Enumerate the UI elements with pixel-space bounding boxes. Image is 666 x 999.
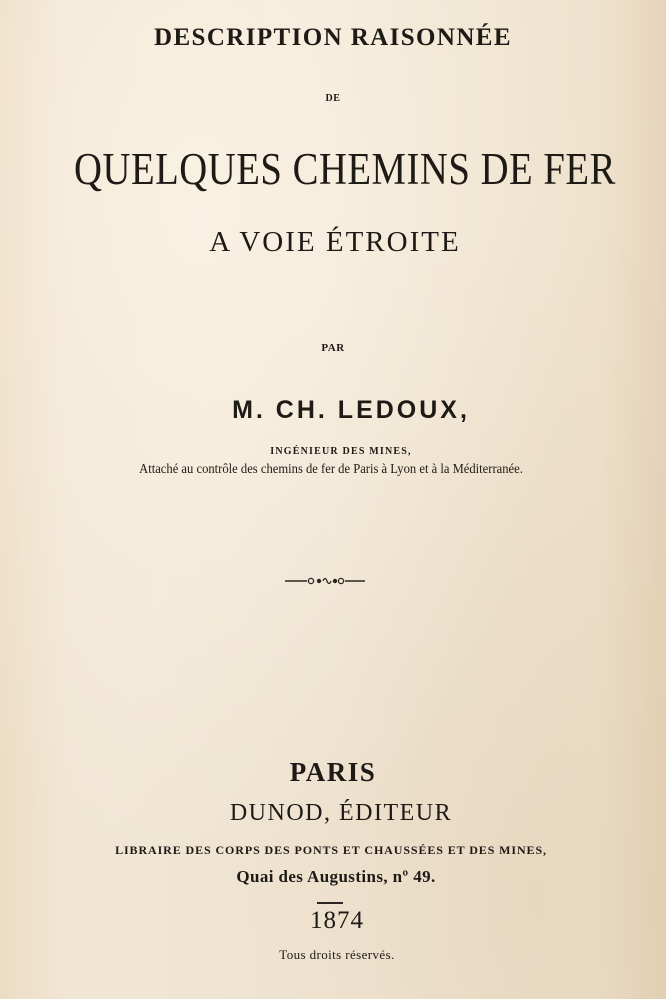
author-position: Attaché au contrôle des chemins de fer de Paris à Lyon et à la Méditerranée. [139, 462, 523, 477]
book-subtitle: A VOIE ÉTROITE [209, 226, 461, 258]
divider-rule [317, 902, 343, 904]
rights-notice: Tous droits réservés. [279, 947, 395, 962]
heading-de: DE [325, 93, 341, 104]
printer-ornament-icon [283, 574, 367, 588]
imprint-bookseller: LIBRAIRE DES CORPS DES PONTS ET CHAUSSÉES ET DES MINES, [115, 843, 547, 857]
imprint-address: Quai des Augustins, nº 49. [236, 867, 436, 886]
author-name: M. CH. LEDOUX, [232, 396, 470, 424]
heading-par: PAR [321, 342, 345, 354]
heading-description-raisonnee: DESCRIPTION RAISONNÉE [154, 24, 512, 51]
imprint-city: PARIS [289, 757, 377, 787]
book-title: QUELQUES CHEMINS DE FER [74, 144, 616, 194]
imprint-year: 1874 [310, 907, 364, 934]
imprint-publisher: DUNOD, ÉDITEUR [229, 800, 453, 826]
author-role: INGÉNIEUR DES MINES, [270, 446, 412, 457]
